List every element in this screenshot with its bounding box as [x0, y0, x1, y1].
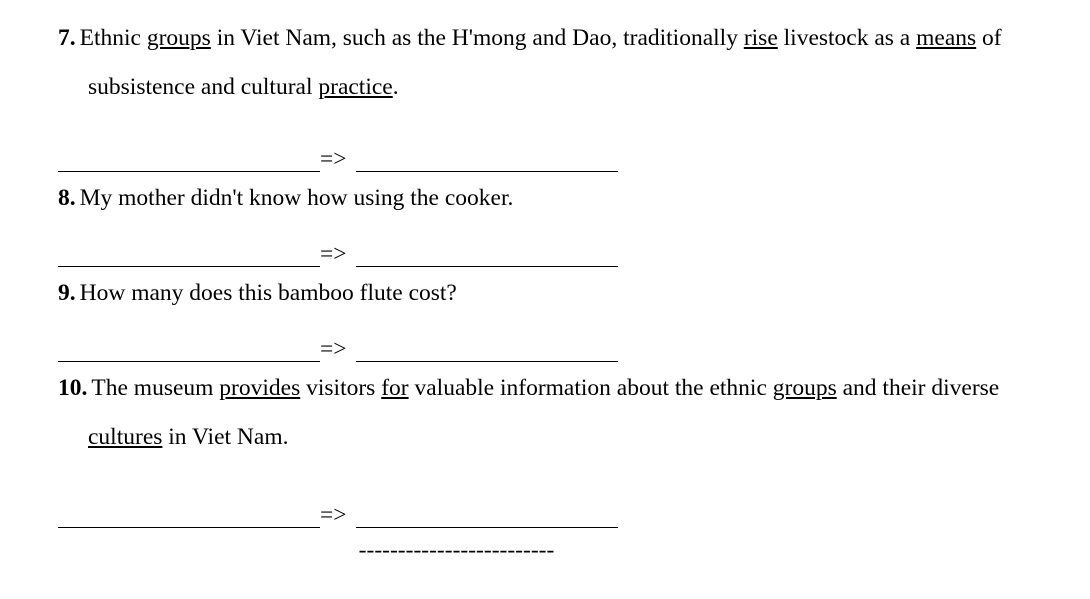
question-item-9	[58, 269, 1030, 362]
question-segment-underlined: provides	[219, 375, 301, 401]
question-segment-underlined: for	[381, 375, 409, 401]
arrow-symbol: =>	[320, 146, 347, 172]
question-text-9	[58, 269, 1030, 318]
answer-line-8	[58, 223, 1030, 267]
answer-blank-left[interactable]	[58, 245, 320, 267]
answer-blank-left[interactable]	[58, 150, 320, 172]
question-segment: The museum	[91, 375, 220, 401]
question-segment-underlined: cultures	[88, 424, 163, 450]
answer-blank-left[interactable]	[58, 340, 320, 362]
question-number-8: 8.	[58, 185, 76, 211]
section-separator	[58, 537, 1030, 563]
answer-blank-left[interactable]	[58, 506, 320, 528]
question-text-8	[58, 174, 1030, 223]
question-segment: and their diverse	[836, 375, 1000, 401]
question-segment: Ethnic	[79, 25, 147, 51]
question-item-10	[58, 364, 1030, 528]
question-text-7	[58, 14, 1030, 112]
answer-line-9	[58, 318, 1030, 362]
question-segment: in Viet Nam, such as the H'mong and Dao, traditionally	[210, 25, 744, 51]
question-body-10	[88, 375, 999, 450]
question-body-9: How many does this bamboo flute cost?	[79, 280, 457, 306]
question-segment: .	[392, 74, 399, 100]
question-segment-underlined: groups	[772, 375, 837, 401]
arrow-symbol: =>	[320, 502, 347, 528]
question-segment: valuable information about the ethnic	[408, 375, 773, 401]
question-segment: visitors	[300, 375, 382, 401]
answer-blank-right[interactable]	[356, 506, 618, 528]
question-number-9: 9.	[58, 280, 76, 306]
answer-line-7	[58, 128, 1030, 172]
question-body-8: My mother didn't know how using the cooker.	[79, 185, 514, 211]
answer-blank-right[interactable]	[356, 340, 618, 362]
question-segment: of subsistence and cultural	[88, 25, 1002, 100]
question-body-7	[80, 25, 1002, 100]
arrow-symbol: =>	[320, 336, 347, 362]
question-segment: livestock as a	[777, 25, 917, 51]
arrow-symbol: =>	[320, 241, 347, 267]
spacer	[58, 462, 1030, 484]
exercise-list	[58, 14, 1030, 563]
answer-line-10	[58, 484, 1030, 528]
question-segment-underlined: groups	[146, 25, 211, 51]
answer-blank-right[interactable]	[356, 245, 618, 267]
answer-blank-right[interactable]	[356, 150, 618, 172]
question-text-10	[58, 364, 1030, 462]
separator-dashes: -------------------------	[358, 537, 555, 563]
question-segment-underlined: practice	[318, 74, 393, 100]
question-number-7: 7.	[58, 25, 76, 51]
question-number-10: 10.	[58, 375, 88, 401]
question-item-8	[58, 174, 1030, 267]
question-segment-underlined: means	[916, 25, 977, 51]
question-segment: in Viet Nam.	[162, 424, 289, 450]
question-segment-underlined: rise	[743, 25, 778, 51]
question-item-7	[58, 14, 1030, 172]
spacer	[58, 112, 1030, 128]
